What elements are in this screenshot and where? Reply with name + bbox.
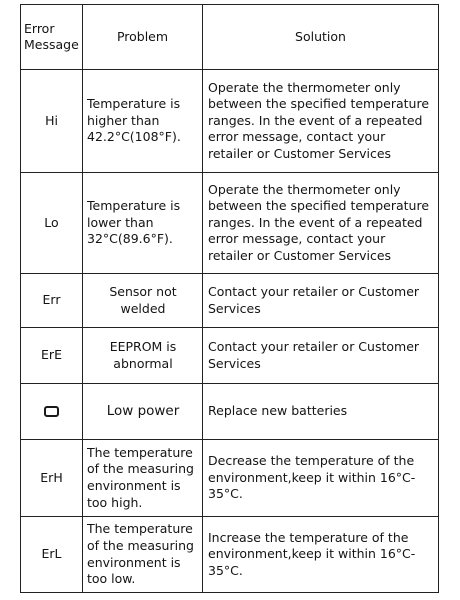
error-code-cell (21, 384, 83, 440)
header-error-message-line1: Error (24, 21, 55, 36)
error-message-table-document (20, 4, 438, 586)
table-row (21, 517, 439, 593)
header-problem: Problem (83, 5, 203, 70)
table-row (21, 274, 439, 328)
problem-cell: The temperature of the measuring environment is too low. (83, 517, 203, 593)
table-row (21, 328, 439, 384)
problem-cell: EEPROM is abnormal (83, 328, 203, 384)
solution-cell: Operate the thermometer only between the specified temperature ranges. In the event of a repeated error message, contact your retailer or Customer Services (203, 70, 439, 173)
error-code-cell: ErL (21, 517, 83, 593)
error-code-cell: Lo (21, 173, 83, 274)
table-row (21, 70, 439, 173)
table-header-row (21, 5, 439, 70)
error-code-cell: ErH (21, 440, 83, 517)
header-solution: Solution (203, 5, 439, 70)
problem-cell: Temperature is lower than 32°C(89.6°F). (83, 173, 203, 274)
solution-cell: Increase the temperature of the environment,keep it within 16°C-35°C. (203, 517, 439, 593)
solution-cell: Decrease the temperature of the environment,keep it within 16°C-35°C. (203, 440, 439, 517)
battery-icon (44, 406, 59, 417)
error-message-table (20, 4, 439, 593)
problem-cell: Temperature is higher than 42.2°C(108°F). (83, 70, 203, 173)
error-code-cell: Hi (21, 70, 83, 173)
table-row (21, 173, 439, 274)
error-code-cell: ErE (21, 328, 83, 384)
problem-cell: The temperature of the measuring environment is too high. (83, 440, 203, 517)
solution-cell: Contact your retailer or Customer Services (203, 328, 439, 384)
header-error-message (21, 5, 83, 70)
solution-cell: Contact your retailer or Customer Services (203, 274, 439, 328)
table-row (21, 440, 439, 517)
solution-cell: Operate the thermometer only between the specified temperature ranges. In the event of a repeated error message, contact your retailer or Customer Services (203, 173, 439, 274)
solution-cell: Replace new batteries (203, 384, 439, 440)
problem-cell: Sensor not welded (83, 274, 203, 328)
error-code-cell: Err (21, 274, 83, 328)
table-row (21, 384, 439, 440)
problem-cell: Low power (83, 384, 203, 440)
header-error-message-line2: Message (24, 37, 79, 52)
